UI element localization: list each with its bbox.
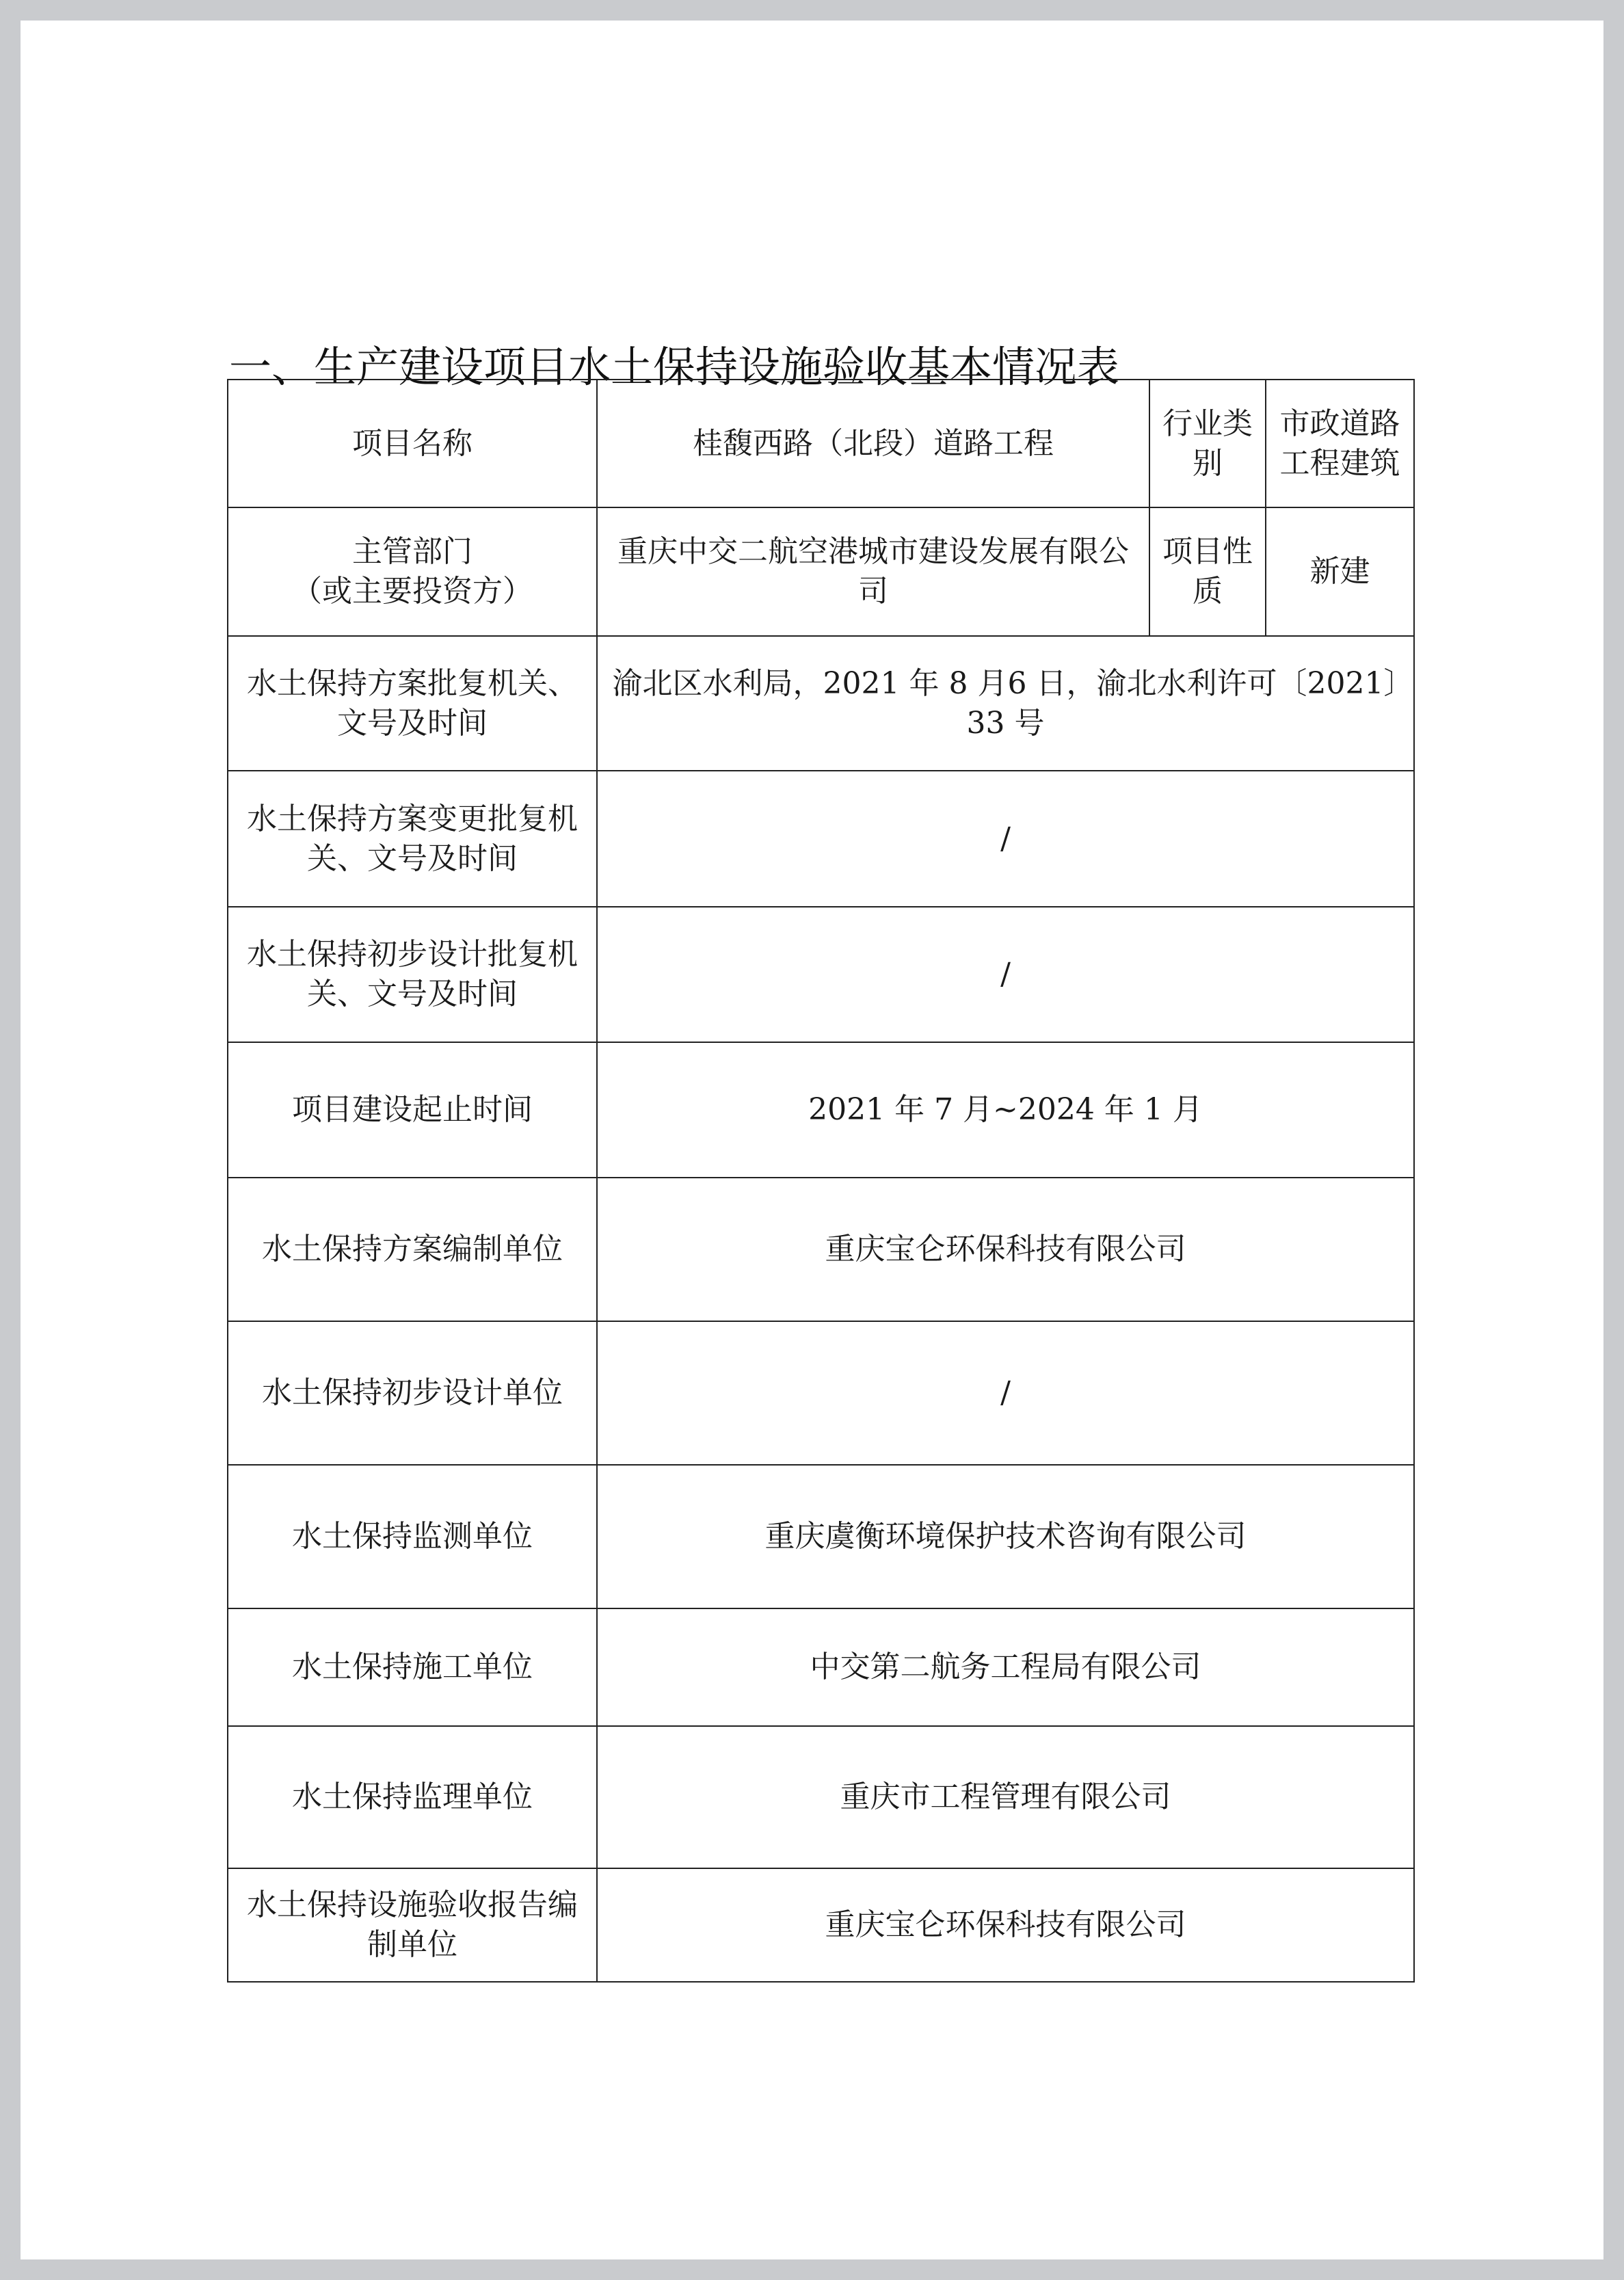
construction-period-value: 2021 年 7 月~2024 年 1 月	[597, 1042, 1414, 1178]
table-row	[228, 507, 1414, 636]
table-row	[228, 907, 1414, 1042]
monitoring-unit-value: 重庆虞衡环境保护技术咨询有限公司	[597, 1465, 1414, 1608]
table-row	[228, 1608, 1414, 1726]
plan-compiler-label: 水土保持方案编制单位	[228, 1178, 597, 1321]
table-row	[228, 1726, 1414, 1868]
project-name-label: 项目名称	[228, 380, 597, 507]
acceptance-report-unit-label: 水土保持设施验收报告编制单位	[228, 1868, 597, 1982]
document-page	[21, 21, 1603, 2259]
construction-period-label: 项目建设起止时间	[228, 1042, 597, 1178]
table-row	[228, 1868, 1414, 1982]
supervision-unit-value: 重庆市工程管理有限公司	[597, 1726, 1414, 1868]
prelim-design-unit-value: /	[597, 1321, 1414, 1465]
page-title: 一、生产建设项目水土保持设施验收基本情况表	[229, 342, 1120, 392]
authority-label-line1: 主管部门	[352, 534, 472, 569]
project-nature-value: 新建	[1266, 507, 1414, 636]
prelim-design-unit-label: 水土保持初步设计单位	[228, 1321, 597, 1465]
industry-category-label: 行业类别	[1149, 380, 1266, 507]
table-row	[228, 380, 1414, 507]
prelim-design-approval-value: /	[597, 907, 1414, 1042]
project-nature-label: 项目性质	[1149, 507, 1266, 636]
authority-label	[228, 507, 597, 636]
authority-value: 重庆中交二航空港城市建设发展有限公司	[597, 507, 1149, 636]
plan-approval-value: 渝北区水利局，2021 年 8 月6 日，渝北水利许可〔2021〕33 号	[597, 636, 1414, 771]
construction-unit-value: 中交第二航务工程局有限公司	[597, 1608, 1414, 1726]
prelim-design-approval-label: 水土保持初步设计批复机关、文号及时间	[228, 907, 597, 1042]
plan-change-approval-value: /	[597, 771, 1414, 907]
plan-compiler-value: 重庆宝仑环保科技有限公司	[597, 1178, 1414, 1321]
project-info-table	[227, 379, 1415, 1983]
table-row	[228, 771, 1414, 907]
acceptance-report-unit-value: 重庆宝仑环保科技有限公司	[597, 1868, 1414, 1982]
table-row	[228, 1178, 1414, 1321]
monitoring-unit-label: 水土保持监测单位	[228, 1465, 597, 1608]
supervision-unit-label: 水土保持监理单位	[228, 1726, 597, 1868]
plan-change-approval-label: 水土保持方案变更批复机关、文号及时间	[228, 771, 597, 907]
table-row	[228, 1321, 1414, 1465]
project-name-value: 桂馥西路（北段）道路工程	[597, 380, 1149, 507]
authority-label-line2: （或主要投资方）	[292, 574, 533, 609]
plan-approval-label: 水土保持方案批复机关、文号及时间	[228, 636, 597, 771]
table-row	[228, 1042, 1414, 1178]
table-row	[228, 1465, 1414, 1608]
construction-unit-label: 水土保持施工单位	[228, 1608, 597, 1726]
table-row	[228, 636, 1414, 771]
industry-category-value: 市政道路工程建筑	[1266, 380, 1414, 507]
